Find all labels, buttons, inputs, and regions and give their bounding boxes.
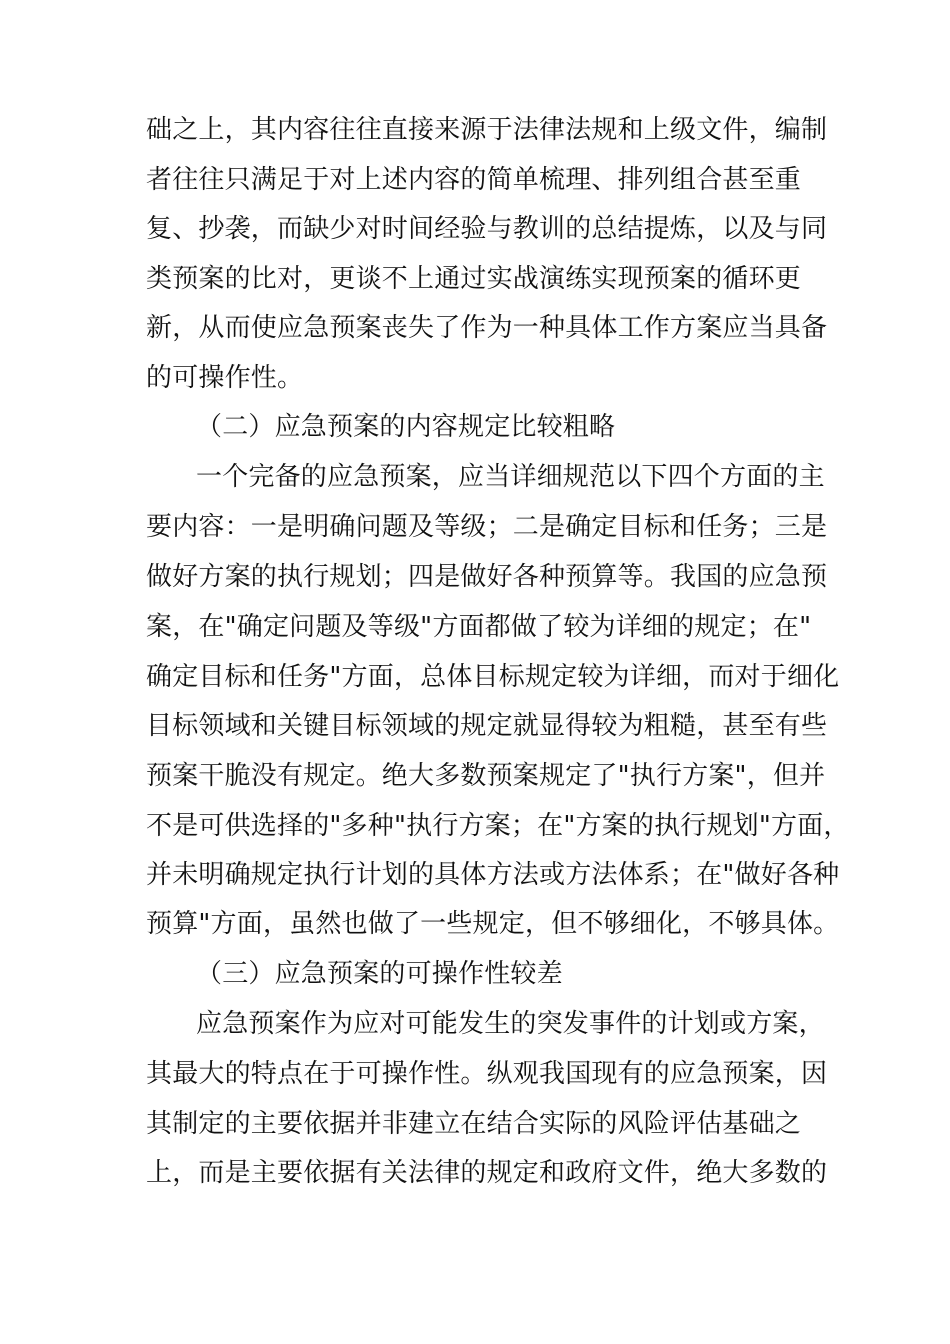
body-text-line: 者往往只满足于对上述内容的简单梳理、排列组合甚至重: [146, 165, 802, 195]
body-text-line: 不是可供选择的"多种"执行方案；在"方案的执行规划"方面，: [146, 811, 850, 841]
body-text-line: 一个完备的应急预案，应当详细规范以下四个方面的主: [196, 462, 825, 492]
body-text-line: 的可操作性。: [146, 363, 304, 393]
body-text-line: 其制定的主要依据并非建立在结合实际的风险评估基础之: [146, 1109, 802, 1139]
body-text-line: 预算"方面，虽然也做了一些规定，但不够细化，不够具体。: [146, 909, 840, 939]
body-text-line: 上，而是主要依据有关法律的规定和政府文件，绝大多数的: [146, 1158, 828, 1188]
body-text-line: 案，在"确定问题及等级"方面都做了较为详细的规定；在": [146, 612, 812, 642]
body-text-line: 其最大的特点在于可操作性。纵观我国现有的应急预案，因: [146, 1059, 828, 1089]
body-text-line: 确定目标和任务"方面，总体目标规定较为详细，而对于细化: [146, 662, 840, 692]
body-text-line: 目标领域和关键目标领域的规定就显得较为粗糙，甚至有些: [146, 711, 828, 741]
body-text-line: 并未明确规定执行计划的具体方法或方法体系；在"做好各种: [146, 860, 840, 890]
body-text-line: 预案干脆没有规定。绝大多数预案规定了"执行方案"，但并: [146, 761, 826, 791]
body-text-line: 础之上，其内容往往直接来源于法律法规和上级文件，编制: [146, 115, 828, 145]
section-heading: （三）应急预案的可操作性较差: [196, 959, 563, 989]
body-text-line: 应急预案作为应对可能发生的突发事件的计划或方案，: [196, 1009, 825, 1039]
body-text-line: 复、抄袭，而缺少对时间经验与教训的总结提炼，以及与同: [146, 214, 828, 244]
body-text-line: 做好方案的执行规划；四是做好各种预算等。我国的应急预: [146, 562, 828, 592]
body-text-line: 要内容：一是明确问题及等级；二是确定目标和任务；三是: [146, 512, 828, 542]
body-text-line: 新，从而使应急预案丧失了作为一种具体工作方案应当具备: [146, 313, 828, 343]
body-text-line: 类预案的比对，更谈不上通过实战演练实现预案的循环更: [146, 264, 802, 294]
section-heading: （二）应急预案的内容规定比较粗略: [196, 412, 616, 442]
